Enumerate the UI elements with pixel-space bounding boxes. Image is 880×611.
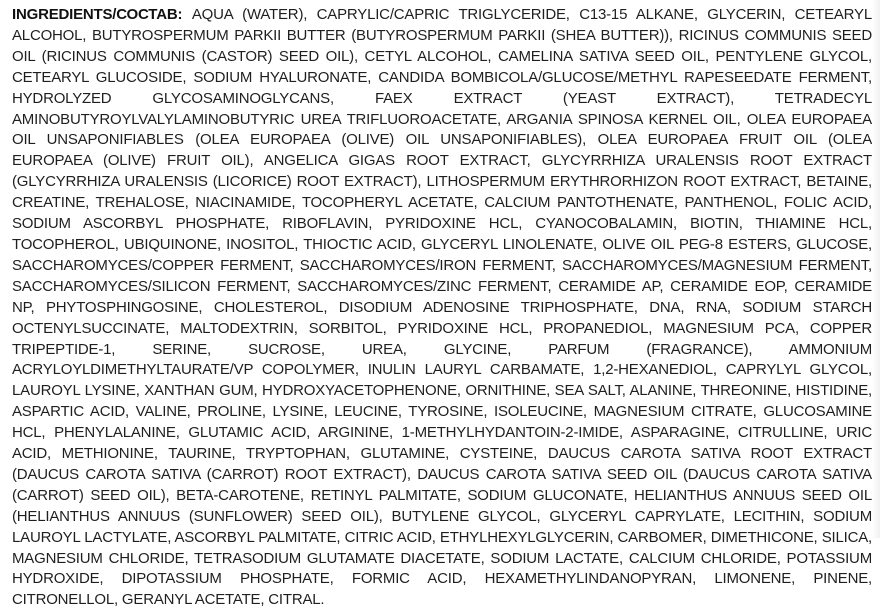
ingredients-heading: INGREDIENTS/СОСТАВ: [12, 6, 183, 23]
label-edge [872, 0, 880, 538]
ingredients-text [12, 5, 872, 611]
ingredients-list: AQUA (WATER), CAPRYLIC/CAPRIC TRIGLYCERIDE, C13-15 ALKANE, GLYCERIN, CETEARYL ALCOHOL, BUTYROSPERMUM PARKII BUTTER (BUTYROSPERMUM PARKII (SHEA BUTTER)), RICINUS COMMUNIS SEED OIL (RICINUS COMMUNIS (CASTOR) SEED OIL), CETYL ALCOHOL, CAMELINA SATIVA SEED OIL, PENTYLENE GLYCOL, CETEARYL GLUCOSIDE, SODIUM HYALURONATE, CANDIDA BOMBICOLA/GLUCOSE/METHYL RAPESEEDATE FERMENT, HYDROLYZED GLYCOSAMINOGLYCANS, FAEX EXTRACT (YEAST EXTRACT), TETRADECYL AMINOBUTYROYLVALYLAMINOBUTYRIC UREA TRIFLUOROACETATE, ARGANIA SPINOSA KERNEL OIL, OLEA EUROPAEA OIL UNSAPONIFIABLES (OLEA EUROPAEA (OLIVE) OIL UNSAPONIFIABLES), OLEA EUROPAEA FRUIT OIL (OLEA EUROPAEA (OLIVE) FRUIT OIL), ANGELICA GIGAS ROOT EXTRACT, GLYCYRRHIZA URALENSIS ROOT EXTRACT (GLYCYRRHIZA URALENSIS (LICORICE) ROOT EXTRACT), LITHOSPERMUM ERYTHRORHIZON ROOT EXTRACT, BETAINE, CREATINE, TREHALOSE, NIACINAMIDE, TOCOPHERYL ACETATE, CALCIUM PANTOTHENATE, PANTHENOL, FOLIC ACID, SODIUM ASCORBYL PHOSPHATE, RIBOFLAVIN, PYRIDOXINE HCL, CYANOCOBALAMIN, BIOTIN, THIAMINE HCL, TOCOPHEROL, UBIQUINONE, INOSITOL, THIOCTIC ACID, GLYCERYL LINOLENATE, OLIVE OIL PEG-8 ESTERS, GLUCOSE, SACCHAROMYCES/COPPER FERMENT, SACCHAROMYCES/IRON FERMENT, SACCHAROMYCES/MAGNESIUM FERMENT, SACCHAROMYCES/SILICON FERMENT, SACCHAROMYCES/ZINC FERMENT, CERAMIDE AP, CERAMIDE EOP, CERAMIDE NP, PHYTOSPHINGOSINE, CHOLESTEROL, DISODIUM ADENOSINE TRIPHOSPHATE, DNA, RNA, SODIUM STARCH OCTENYLSUCCINATE, MALTODEXTRIN, SORBITOL, PYRIDOXINE HCL, PROPANEDIOL, MAGNESIUM PCA, COPPER TRIPEPTIDE-1, SERINE, SUCROSE, UREA, GLYCINE, PARFUM (FRAGRANCE), AMMONIUM ACRYLOYLDIMETHYLTAURATE/VP COPOLYMER, INULIN LAURYL CARBAMATE, 1,2-HEXANEDIOL, CAPRYLYL GLYCOL, LAUROYL LYSINE, XANTHAN GUM, HYDROXYACETOPHENONE, ORNITHINE, SEA SALT, ALANINE, THREONINE, HISTIDINE, ASPARTIC ACID, VALINE, PROLINE, LYSINE, LEUCINE, TYROSINE, ISOLEUCINE, MAGNESIUM CITRATE, GLUCOSAMINE HCL, PHENYLALANINE, GLUTAMIC ACID, ARGININE, 1-METHYLHYDANTOIN-2-IMIDE, ASPARAGINE, CITRULLINE, URIC ACID, METHIONINE, TAURINE, TRYPTOPHAN, GLUTAMINE, CYSTEINE, DAUCUS CAROTA SATIVA ROOT EXTRACT (DAUCUS CAROTA SATIVA (CARROT) ROOT EXTRACT), DAUCUS CAROTA SATIVA SEED OIL (DAUCUS CAROTA SATIVA (CARROT) SEED OIL), BETA-CAROTENE, RETINYL PALMITATE, SODIUM GLUCONATE, HELIANTHUS ANNUUS SEED OIL (HELIANTHUS ANNUUS (SUNFLOWER) SEED OIL), BUTYLENE GLYCOL, GLYCERYL CAPRYLATE, LECITHIN, SODIUM LAUROYL LACTYLATE, ASCORBYL PALMITATE, CITRIC ACID, ETHYLHEXYLGLYCERIN, CARBOMER, DIMETHICONE, SILICA, MAGNESIUM CHLORIDE, TETRASODIUM GLUTAMATE DIACETATE, SODIUM LACTATE, CALCIUM CHLORIDE, POTASSIUM HYDROXIDE, DIPOTASSIUM PHOSPHATE, FORMIC ACID, HEXAMETHYLINDANOPYRAN, LIMONENE, PINENE, CITRONELLOL, GERANYL ACETATE, CITRAL. [12, 6, 872, 609]
